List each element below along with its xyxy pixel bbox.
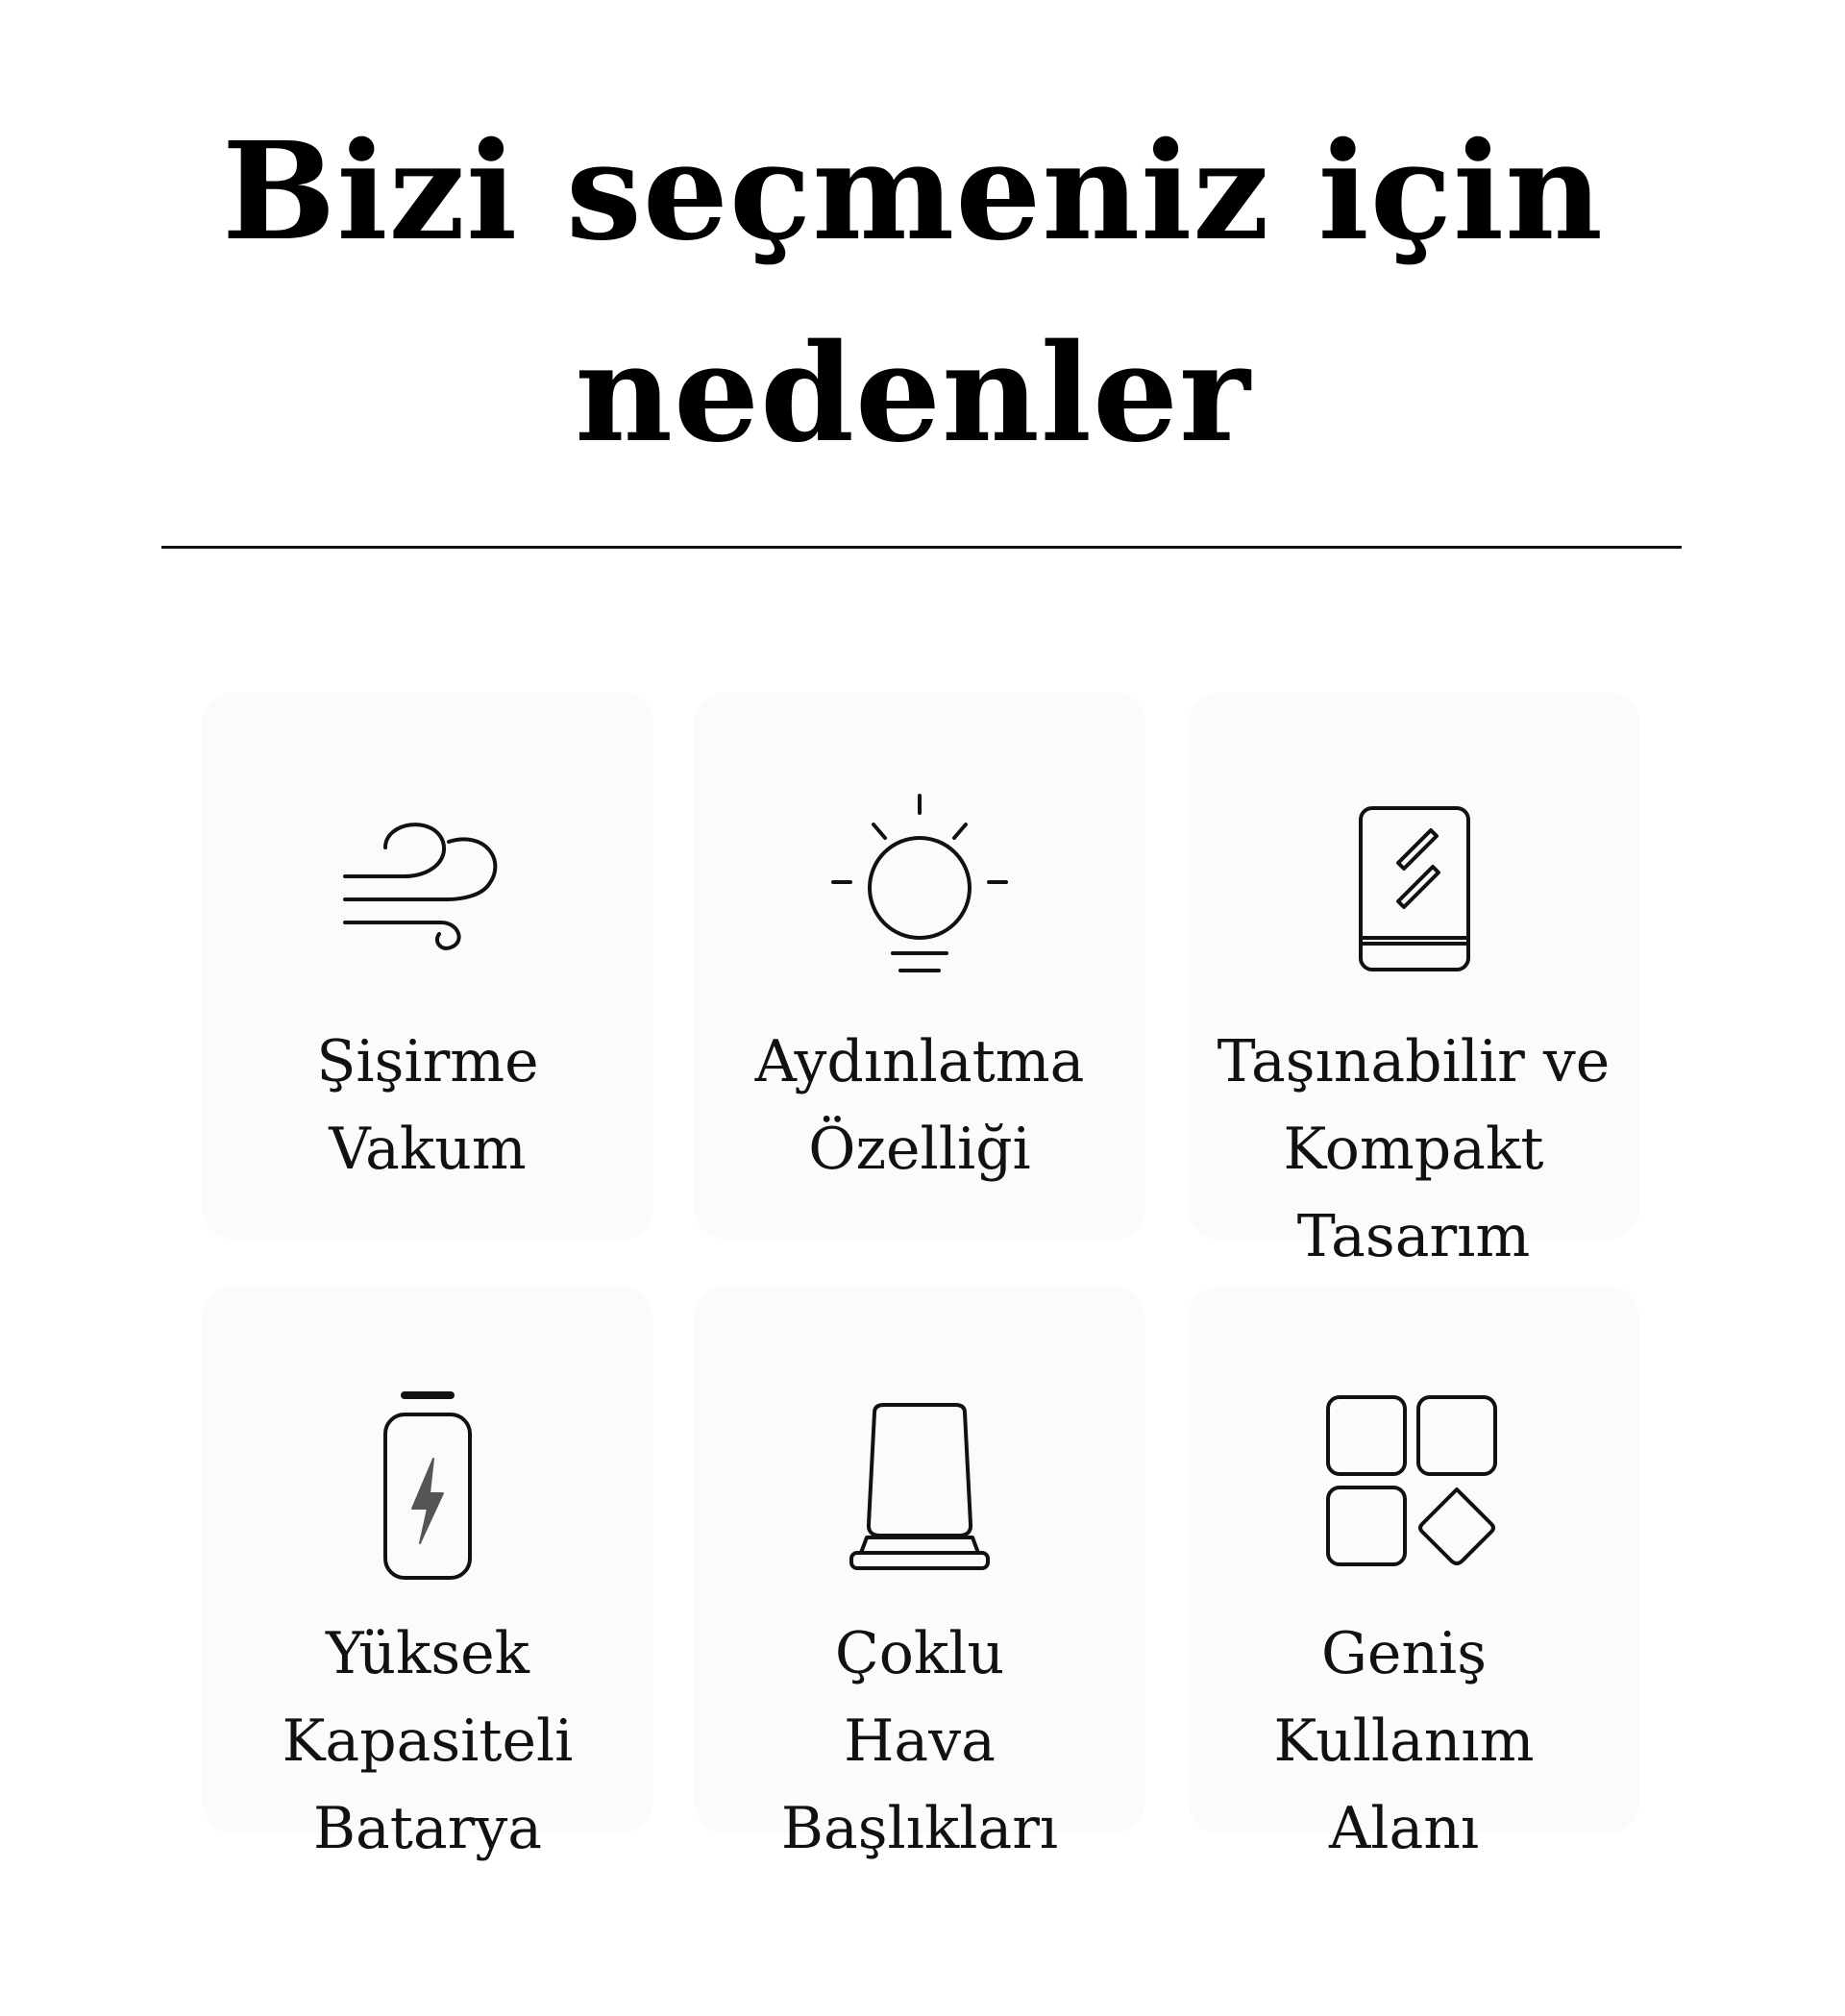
battery-icon	[202, 1389, 653, 1582]
title-divider	[161, 546, 1682, 549]
feature-label: Şişirme Vakum	[316, 1028, 539, 1183]
wind-icon	[202, 807, 653, 951]
feature-label: Aydınlatma Özelliği	[754, 1028, 1085, 1183]
feature-label: Çoklu Hava Başlıkları	[780, 1620, 1059, 1862]
feature-label: Geniş Kullanım Alanı	[1273, 1620, 1535, 1862]
title-line-2: nedenler	[575, 315, 1251, 473]
feature-label: Yüksek Kapasiteli Batarya	[282, 1620, 574, 1862]
grid-apps-icon	[1188, 1391, 1639, 1574]
light-bulb-icon	[694, 792, 1145, 984]
feature-card-lighting	[694, 692, 1145, 1240]
nozzle-icon	[694, 1401, 1145, 1574]
feature-card-battery	[202, 1286, 653, 1862]
feature-label: Taşınabilir ve Kompakt Tasarım	[1217, 1028, 1611, 1270]
feature-card-inflate-vacuum	[202, 692, 653, 1240]
feature-card-wide-usage	[1188, 1286, 1639, 1862]
portable-device-icon	[1188, 805, 1639, 973]
page-title	[0, 91, 1845, 495]
title-line-1: Bizi seçmeniz için	[222, 113, 1604, 271]
feature-card-air-nozzles	[694, 1286, 1145, 1862]
feature-card-portable-compact	[1188, 692, 1639, 1270]
